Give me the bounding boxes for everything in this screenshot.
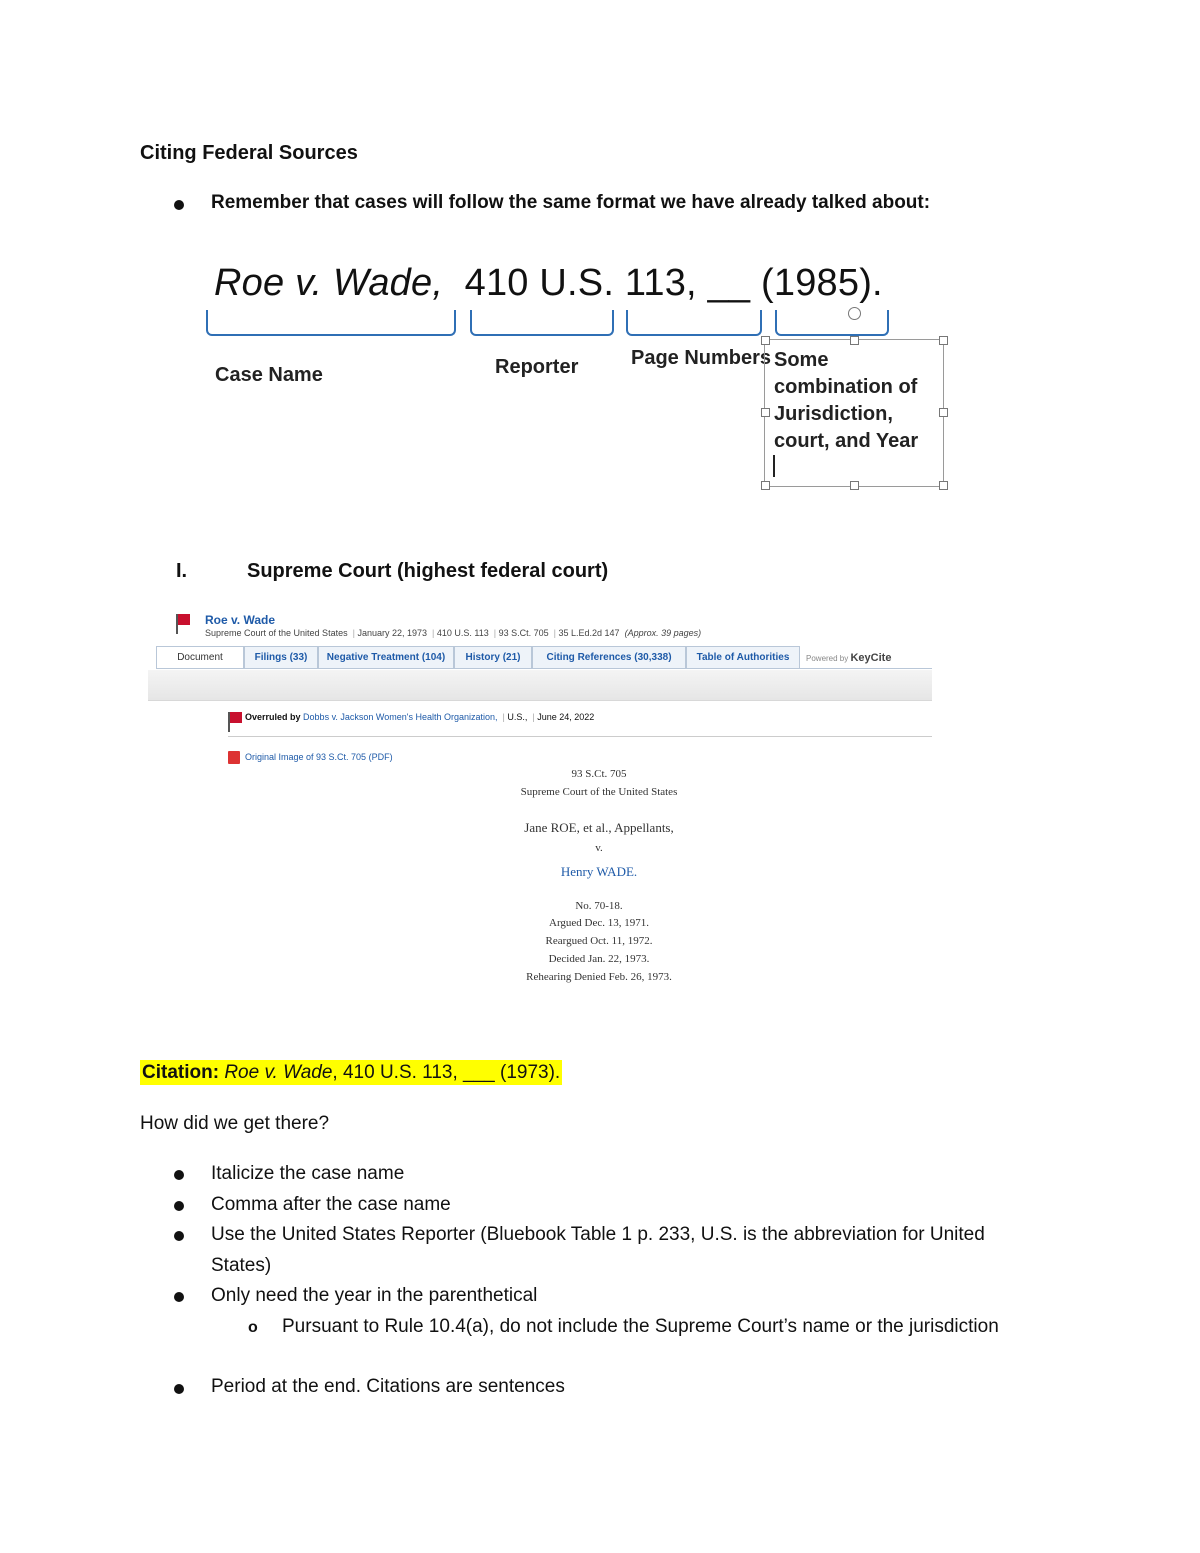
diagram-comma: , — [432, 262, 444, 304]
case-docket: No. 70-18. — [575, 900, 623, 912]
bullet-dot — [174, 1231, 184, 1241]
question: How did we get there? — [140, 1113, 330, 1134]
resize-handle[interactable] — [850, 336, 859, 345]
section-numeral: I. — [176, 560, 188, 582]
label-line: court, and Year — [774, 430, 919, 452]
meta-cite: 93 S.Ct. 705 — [498, 628, 549, 638]
tab-table-of-authorities[interactable]: Table of Authorities — [686, 646, 800, 668]
case-meta: Supreme Court of the United States | January 22, 1973 | 410 U.S. 113 | 93 S.Ct. 705 | 35 L.Ed.2d 147 (Approx. 39 pages) — [205, 628, 702, 638]
resize-handle[interactable] — [761, 481, 770, 490]
label-line: Some — [774, 349, 829, 371]
citation-rest: , 410 U.S. 113, ___ (1973). — [332, 1062, 561, 1083]
overruled-case-link[interactable]: Dobbs v. Jackson Women's Health Organization, — [303, 712, 498, 722]
tab-citing-references[interactable]: Citing References (30,338) — [532, 646, 686, 668]
westlaw-screenshot — [148, 604, 932, 1004]
text-caret — [773, 455, 775, 477]
tab-history[interactable]: History (21) — [454, 646, 532, 668]
case-reargued: Reargued Oct. 11, 1972. — [545, 935, 653, 947]
case-decided: Decided Jan. 22, 1973. — [548, 953, 650, 965]
case-court: Supreme Court of the United States — [520, 786, 678, 798]
sub-list-item: Pursuant to Rule 10.4(a), do not include the Supreme Court’s name or the jurisdiction — [282, 1316, 999, 1337]
list-item: Comma after the case name — [211, 1194, 451, 1215]
reporter-brace — [470, 310, 614, 336]
list-item: Period at the end. Citations are sentences — [211, 1376, 565, 1397]
red-flag-icon — [176, 614, 190, 625]
label-page-numbers: Page Numbers — [631, 347, 772, 369]
powered-by-label: Powered by — [806, 654, 849, 663]
bullet-dot — [174, 1384, 184, 1394]
meta-cite: 35 L.Ed.2d 147 — [558, 628, 620, 638]
case-rehearing: Rehearing Denied Feb. 26, 1973. — [526, 971, 672, 983]
keycite-logo: KeyCite — [850, 652, 892, 664]
case-title-link[interactable]: Roe v. Wade — [205, 613, 276, 627]
case-reporter: 93 S.Ct. 705 — [571, 768, 627, 780]
list-item: Use the United States Reporter (Bluebook Table 1 p. 233, U.S. is the abbreviation for United — [211, 1224, 985, 1245]
resize-handle[interactable] — [850, 481, 859, 490]
diagram-reporter: 410 U.S. — [464, 262, 615, 304]
case-party2-link[interactable]: Henry WADE. — [560, 864, 638, 879]
overruled-court: U.S., — [507, 712, 528, 722]
label-line: Jurisdiction, — [774, 403, 893, 425]
diagram-citation — [214, 262, 883, 305]
divider — [228, 736, 932, 737]
intro-bullet: Remember that cases will follow the same format we have already talked about: — [211, 192, 931, 213]
resize-handle[interactable] — [939, 336, 948, 345]
resize-handle[interactable] — [761, 408, 770, 417]
label-line: combination of — [774, 376, 918, 398]
diagram-page: 113, — [624, 262, 697, 304]
case-party1: Jane ROE, et al., Appellants, — [524, 820, 674, 835]
resize-handle[interactable] — [939, 408, 948, 417]
tab-filings[interactable]: Filings (33) — [244, 646, 318, 668]
tab-bar — [156, 646, 932, 669]
pdf-icon — [228, 751, 240, 764]
diagram-year: (1985). — [761, 262, 883, 304]
bullet-dot — [174, 1201, 184, 1211]
list-item-continuation: States) — [211, 1255, 272, 1276]
resize-handle[interactable] — [761, 336, 770, 345]
overruled-notice: Overruled by Dobbs v. Jackson Women's Health Organization, | U.S., | June 24, 2022 — [245, 712, 595, 722]
year-brace — [775, 310, 889, 336]
page-heading: Citing Federal Sources — [140, 142, 358, 164]
list-item: Italicize the case name — [211, 1163, 405, 1184]
rotate-handle[interactable] — [848, 307, 861, 320]
case-versus: v. — [595, 842, 603, 854]
overruled-date: June 24, 2022 — [537, 712, 595, 722]
overruled-label: Overruled by — [245, 712, 301, 722]
tab-negative-treatment[interactable]: Negative Treatment (104) — [318, 646, 454, 668]
tab-document[interactable]: Document — [156, 646, 244, 668]
case-argued: Argued Dec. 13, 1971. — [549, 917, 649, 929]
toolbar-bar — [148, 670, 932, 701]
meta-court: Supreme Court of the United States — [205, 628, 348, 638]
powered-by — [806, 652, 891, 664]
section-title: Supreme Court (highest federal court) — [247, 560, 609, 582]
citation-case: Roe v. Wade — [224, 1062, 333, 1083]
bullet-dot — [174, 200, 184, 210]
citation-highlight — [140, 1060, 562, 1085]
original-image-link[interactable]: Original Image of 93 S.Ct. 705 (PDF) — [245, 752, 393, 762]
sub-bullet-marker: o — [248, 1319, 258, 1336]
meta-cite: 410 U.S. 113 — [436, 628, 489, 638]
diagram-blank: __ — [707, 262, 751, 304]
bullet-dot — [174, 1170, 184, 1180]
meta-date: January 22, 1973 — [357, 628, 427, 638]
citation-line — [140, 1062, 562, 1084]
page-brace — [626, 310, 762, 336]
label-case-name: Case Name — [215, 364, 323, 386]
label-some-combination — [774, 347, 918, 455]
label-reporter: Reporter — [495, 356, 579, 378]
citation-label: Citation: — [142, 1062, 220, 1083]
diagram-case-name: Roe v. Wade — [214, 262, 433, 304]
red-flag-icon — [228, 712, 242, 723]
resize-handle[interactable] — [939, 481, 948, 490]
case-name-brace — [206, 310, 456, 336]
list-item: Only need the year in the parenthetical — [211, 1285, 538, 1306]
bullet-dot — [174, 1292, 184, 1302]
meta-pages: (Approx. 39 pages) — [624, 628, 702, 638]
